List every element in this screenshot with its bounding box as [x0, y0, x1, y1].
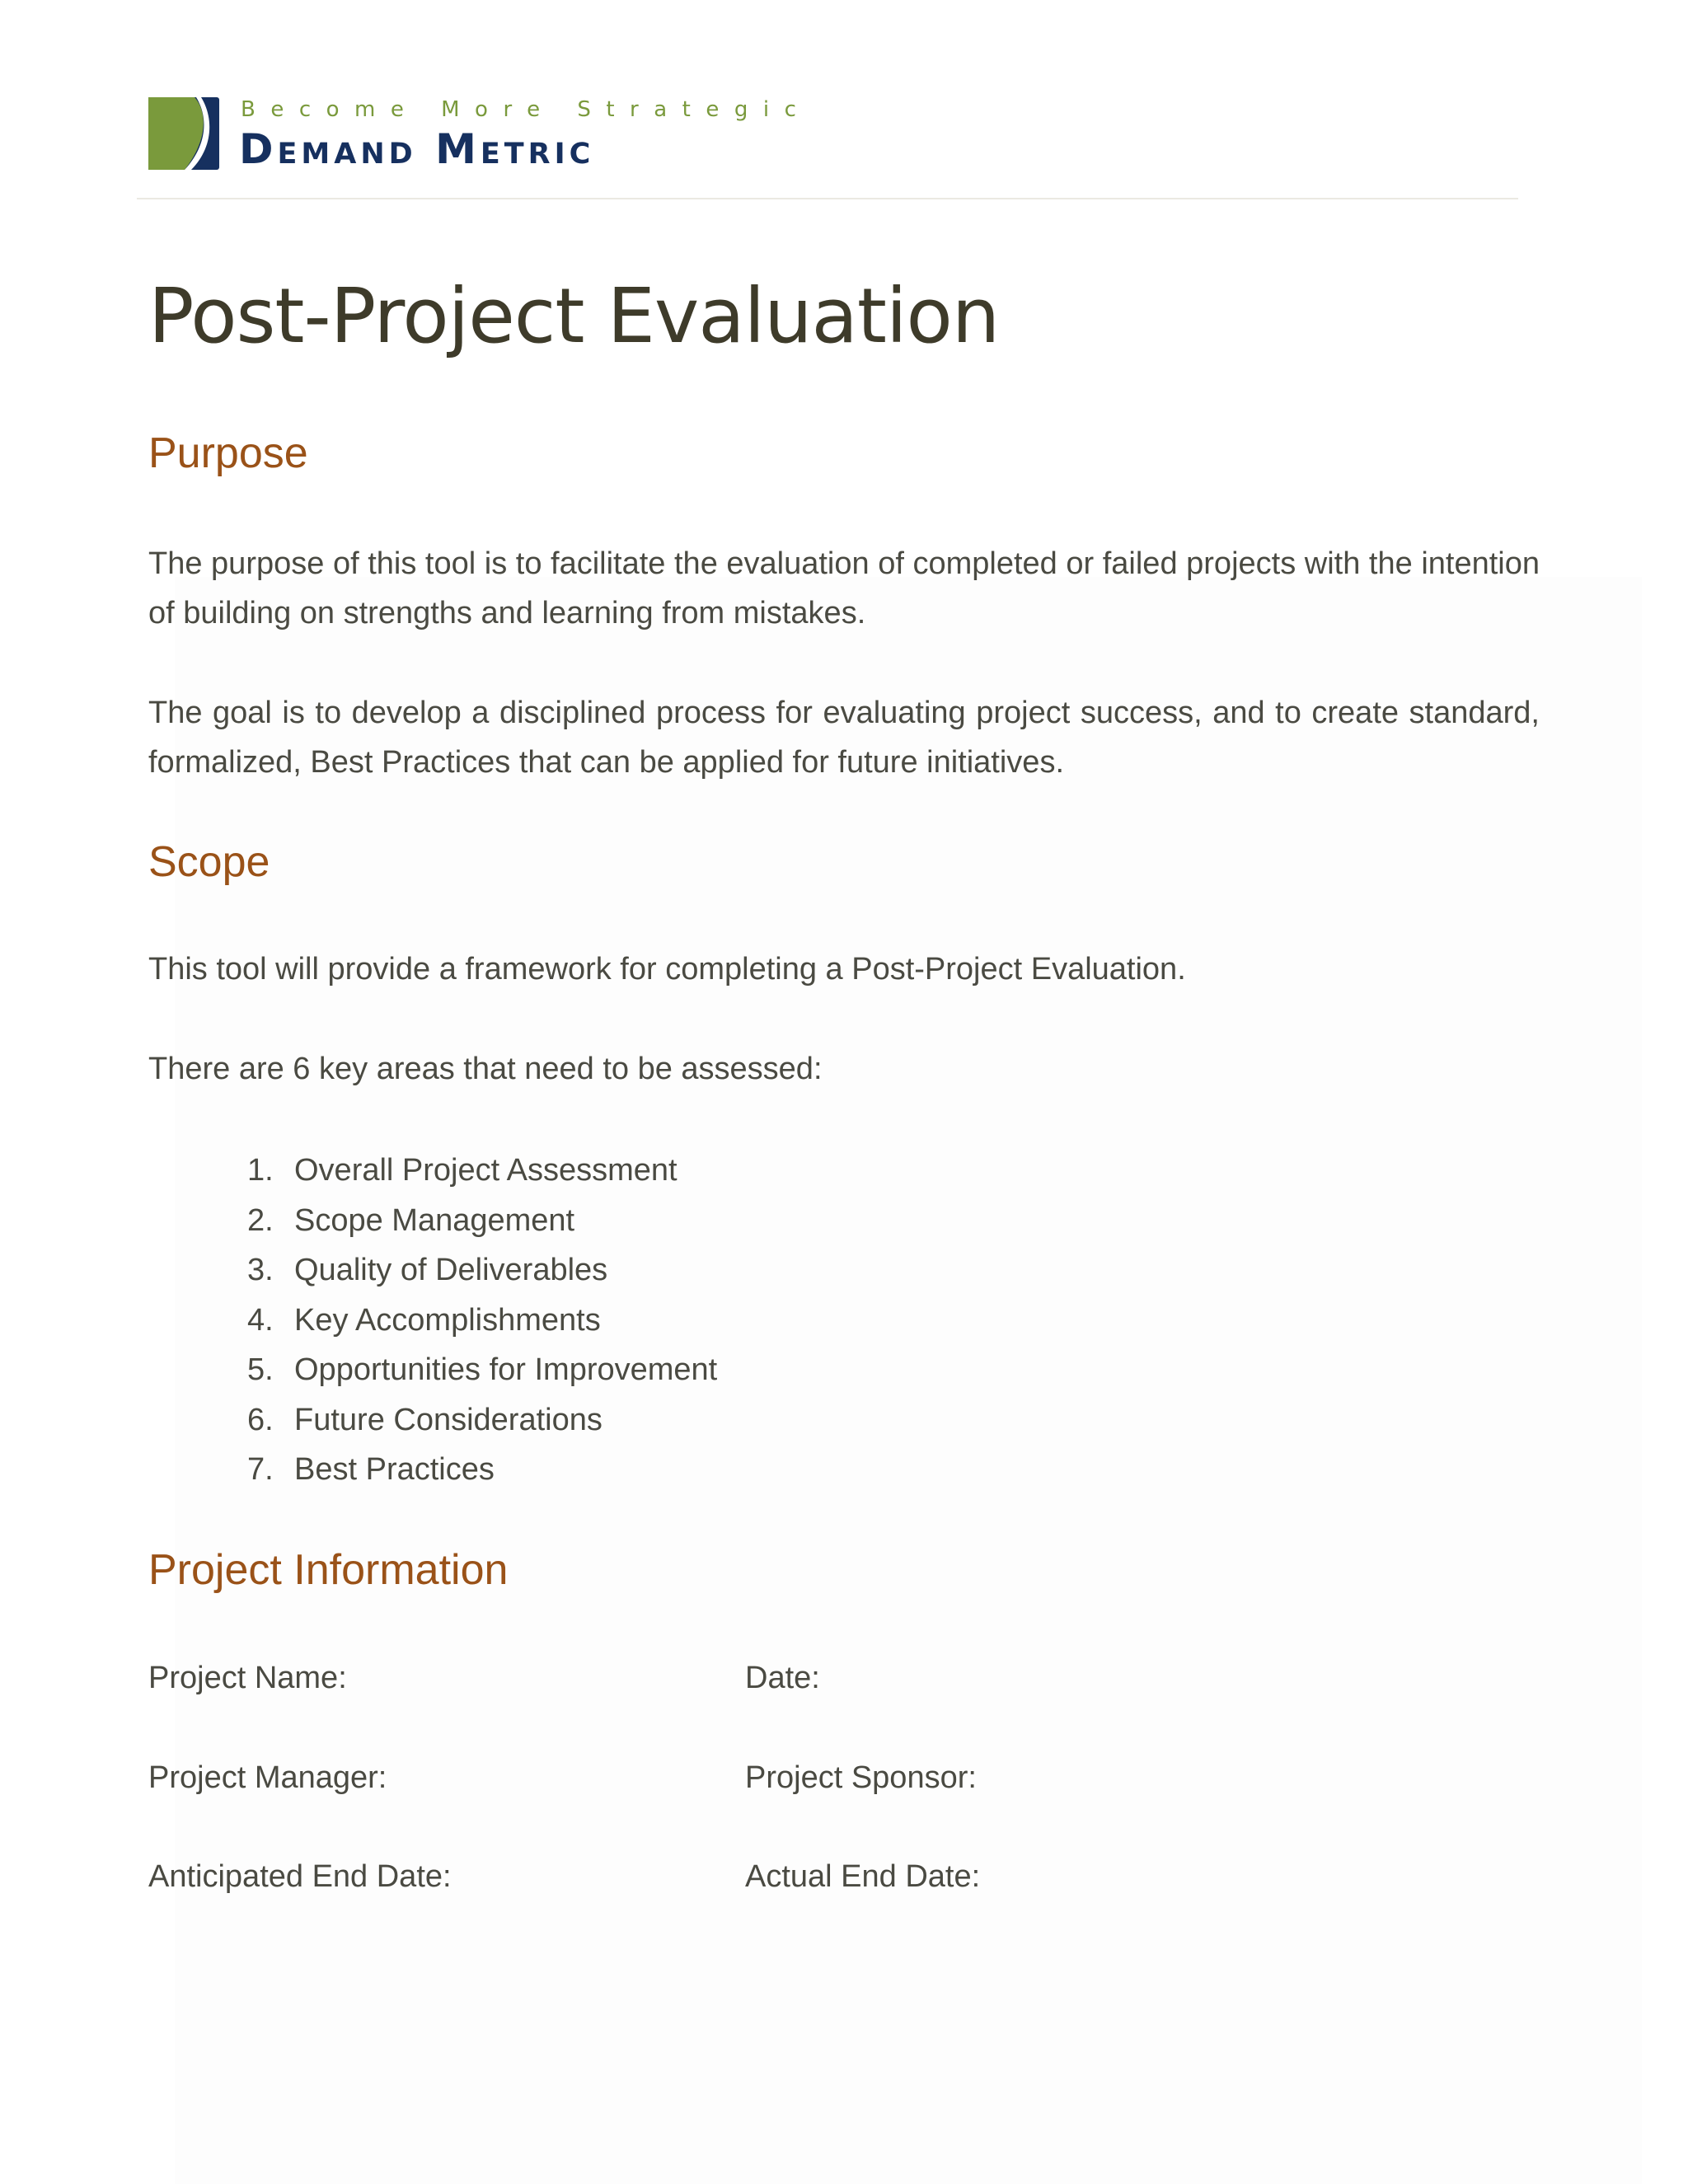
scope-heading: Scope	[148, 838, 270, 886]
brand-header	[148, 97, 812, 180]
list-item	[247, 1445, 717, 1495]
list-item-number: 2.	[247, 1202, 274, 1238]
header-divider	[137, 198, 1518, 199]
project-manager-label: Project Manager:	[148, 1760, 387, 1795]
brand-tagline: Become More Strategic	[241, 97, 812, 122]
key-areas-list	[247, 1146, 717, 1495]
list-item-label: Future Considerations	[294, 1402, 603, 1437]
list-item-number: 3.	[247, 1253, 274, 1287]
list-item-label: Best Practices	[294, 1452, 495, 1487]
list-item-number: 5.	[247, 1352, 274, 1387]
list-item-number: 7.	[247, 1452, 274, 1487]
project-sponsor-label: Project Sponsor:	[745, 1760, 977, 1795]
list-item-label: Quality of Deliverables	[294, 1253, 608, 1287]
purpose-heading: Purpose	[148, 429, 308, 477]
list-item-number: 6.	[247, 1402, 274, 1437]
list-item	[247, 1146, 717, 1196]
actual-end-date-label: Actual End Date:	[745, 1859, 981, 1894]
brand-name: Demand Metric	[239, 125, 595, 173]
list-item-label: Scope Management	[294, 1202, 575, 1238]
document-title: Post-Project Evaluation	[148, 272, 1000, 360]
list-item-number: 1.	[247, 1153, 274, 1188]
date-label: Date:	[745, 1661, 820, 1695]
list-item-number: 4.	[247, 1302, 274, 1338]
list-item-label: Key Accomplishments	[294, 1302, 601, 1338]
project-name-label: Project Name:	[148, 1661, 347, 1695]
demand-metric-logo-icon	[148, 97, 219, 170]
list-item	[247, 1296, 717, 1346]
list-item	[247, 1345, 717, 1395]
anticipated-end-date-label: Anticipated End Date:	[148, 1859, 452, 1894]
list-item-label: Overall Project Assessment	[294, 1153, 678, 1188]
purpose-paragraph-1: The purpose of this tool is to facilitate the evaluation of completed or failed projects with the intention of building on strengths and learning from mistakes.	[148, 546, 1540, 630]
scope-key-areas-line: There are 6 key areas that need to be assessed:	[148, 1052, 823, 1086]
project-information-heading: Project Information	[148, 1546, 509, 1594]
list-item-label: Opportunities for Improvement	[294, 1352, 718, 1387]
list-item	[247, 1395, 717, 1446]
purpose-paragraph-2: The goal is to develop a disciplined process for evaluating project success, and to create standard, formalized, Best Practices that can be applied for future initiatives.	[148, 696, 1540, 780]
list-item	[247, 1196, 717, 1246]
list-item	[247, 1245, 717, 1296]
scope-intro-line: This tool will provide a framework for completing a Post-Project Evaluation.	[148, 952, 1186, 987]
